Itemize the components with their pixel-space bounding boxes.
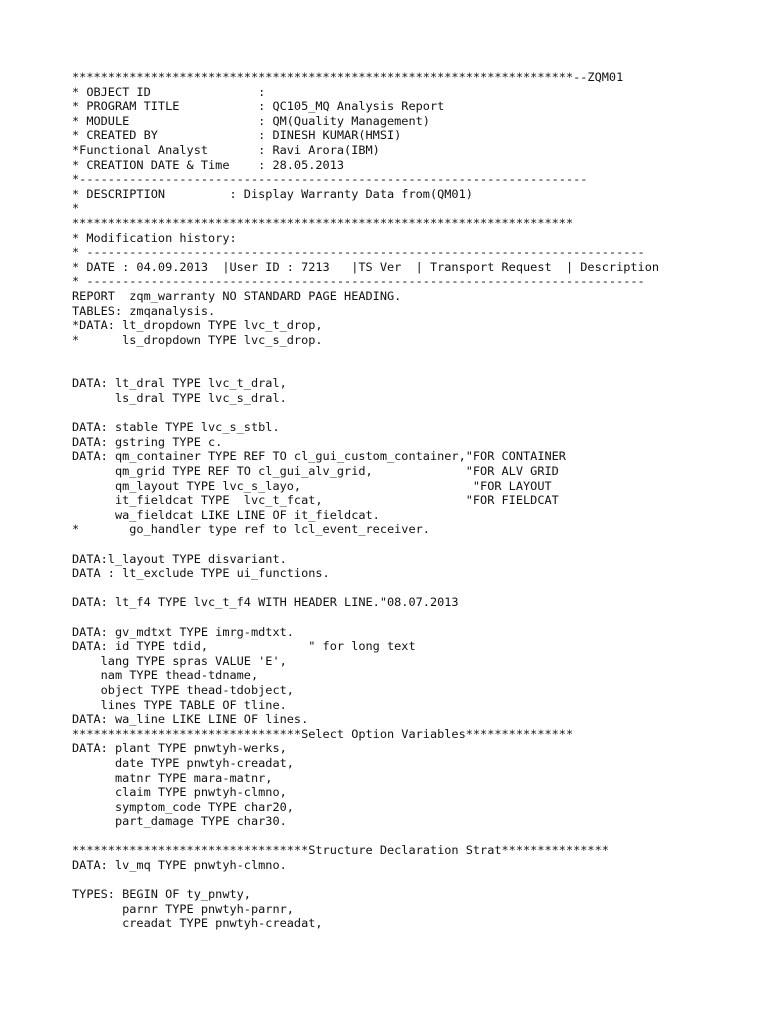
code-line: * CREATED BY : DINESH KUMAR(HMSI): [72, 128, 402, 143]
code-line: nam TYPE thead-tdname,: [72, 668, 259, 683]
code-line: claim TYPE pnwtyh-clmno,: [72, 785, 287, 800]
code-line: DATA: qm_container TYPE REF TO cl_gui_custom_container,"FOR CONTAINER: [72, 449, 566, 464]
code-page: [72, 70, 762, 931]
code-line: * ls_dropdown TYPE lvc_s_drop.: [72, 332, 323, 347]
code-line: wa_fieldcat LIKE LINE OF it_fieldcat.: [72, 507, 380, 522]
code-line: DATA: gv_mdtxt TYPE imrg-mdtxt.: [72, 624, 294, 639]
code-line: it_fieldcat TYPE lvc_t_fcat, "FOR FIELDCAT: [72, 493, 559, 508]
code-line: creadat TYPE pnwtyh-creadat,: [72, 916, 323, 931]
code-line: [72, 581, 762, 596]
code-line: * DESCRIPTION : Display Warranty Data from(QM01): [72, 186, 473, 201]
code-line: qm_grid TYPE REF TO cl_gui_alv_grid, "FOR ALV GRID: [72, 464, 559, 479]
code-line: DATA: lt_dral TYPE lvc_t_dral,: [72, 376, 287, 391]
code-line: [72, 347, 762, 362]
code-line: *********************************Structure Declaration Strat***************: [72, 843, 609, 858]
code-line: [72, 537, 762, 552]
code-line: [72, 362, 762, 377]
code-line: *: [72, 201, 80, 216]
code-line: * CREATION DATE & Time : 28.05.2013: [72, 157, 345, 172]
code-line: lang TYPE spras VALUE 'E',: [72, 653, 287, 668]
code-line: part_damage TYPE char30.: [72, 814, 287, 829]
code-line: DATA: lt_f4 TYPE lvc_t_f4 WITH HEADER LINE."08.07.2013: [72, 595, 459, 610]
code-line: **********************************************************************--ZQM01: [72, 70, 624, 84]
code-line: TYPES: BEGIN OF ty_pnwty,: [72, 887, 251, 902]
code-line: * DATE : 04.09.2013 |User ID : 7213 |TS Ver | Transport Request | Description: [72, 259, 660, 274]
code-line: ********************************Select Option Variables***************: [72, 726, 574, 741]
code-line: * PROGRAM TITLE : QC105_MQ Analysis Report: [72, 99, 445, 114]
code-line: [72, 873, 762, 888]
code-line: *-----------------------------------------------------------------------: [72, 172, 588, 187]
code-line: object TYPE thead-tdobject,: [72, 682, 294, 697]
code-line: DATA:l_layout TYPE disvariant.: [72, 551, 287, 566]
code-line: [72, 406, 762, 421]
code-line: * ------------------------------------------------------------------------------: [72, 274, 645, 289]
code-line: * Modification history:: [72, 230, 237, 245]
code-line: *DATA: lt_dropdown TYPE lvc_t_drop,: [72, 318, 323, 333]
code-line: **********************************************************************: [72, 215, 574, 230]
code-line: DATA: gstring TYPE c.: [72, 434, 223, 449]
code-line: * go_handler type ref to lcl_event_receiver.: [72, 522, 430, 537]
code-line: TABLES: zmqanalysis.: [72, 303, 216, 318]
code-line: DATA: lv_mq TYPE pnwtyh-clmno.: [72, 858, 287, 873]
code-line: * OBJECT ID :: [72, 84, 266, 99]
code-line: * MODULE : QM(Quality Management): [72, 113, 430, 128]
code-line: * ------------------------------------------------------------------------------: [72, 245, 645, 260]
code-line: parnr TYPE pnwtyh-parnr,: [72, 901, 294, 916]
code-line: REPORT zqm_warranty NO STANDARD PAGE HEADING.: [72, 288, 402, 303]
code-line: DATA: id TYPE tdid, " for long text: [72, 639, 416, 654]
code-line: DATA: wa_line LIKE LINE OF lines.: [72, 712, 309, 727]
code-line: symptom_code TYPE char20,: [72, 799, 294, 814]
code-line: ls_dral TYPE lvc_s_dral.: [72, 391, 287, 406]
code-line: qm_layout TYPE lvc_s_layo, "FOR LAYOUT: [72, 478, 552, 493]
code-line: [72, 610, 762, 625]
code-line: DATA: stable TYPE lvc_s_stbl.: [72, 420, 280, 435]
code-line: [72, 829, 762, 844]
code-line: *Functional Analyst : Ravi Arora(IBM): [72, 142, 380, 157]
code-line: DATA : lt_exclude TYPE ui_functions.: [72, 566, 330, 581]
code-line: DATA: plant TYPE pnwtyh-werks,: [72, 741, 287, 756]
code-line: lines TYPE TABLE OF tline.: [72, 697, 287, 712]
code-line: matnr TYPE mara-matnr,: [72, 770, 273, 785]
code-line: date TYPE pnwtyh-creadat,: [72, 755, 294, 770]
